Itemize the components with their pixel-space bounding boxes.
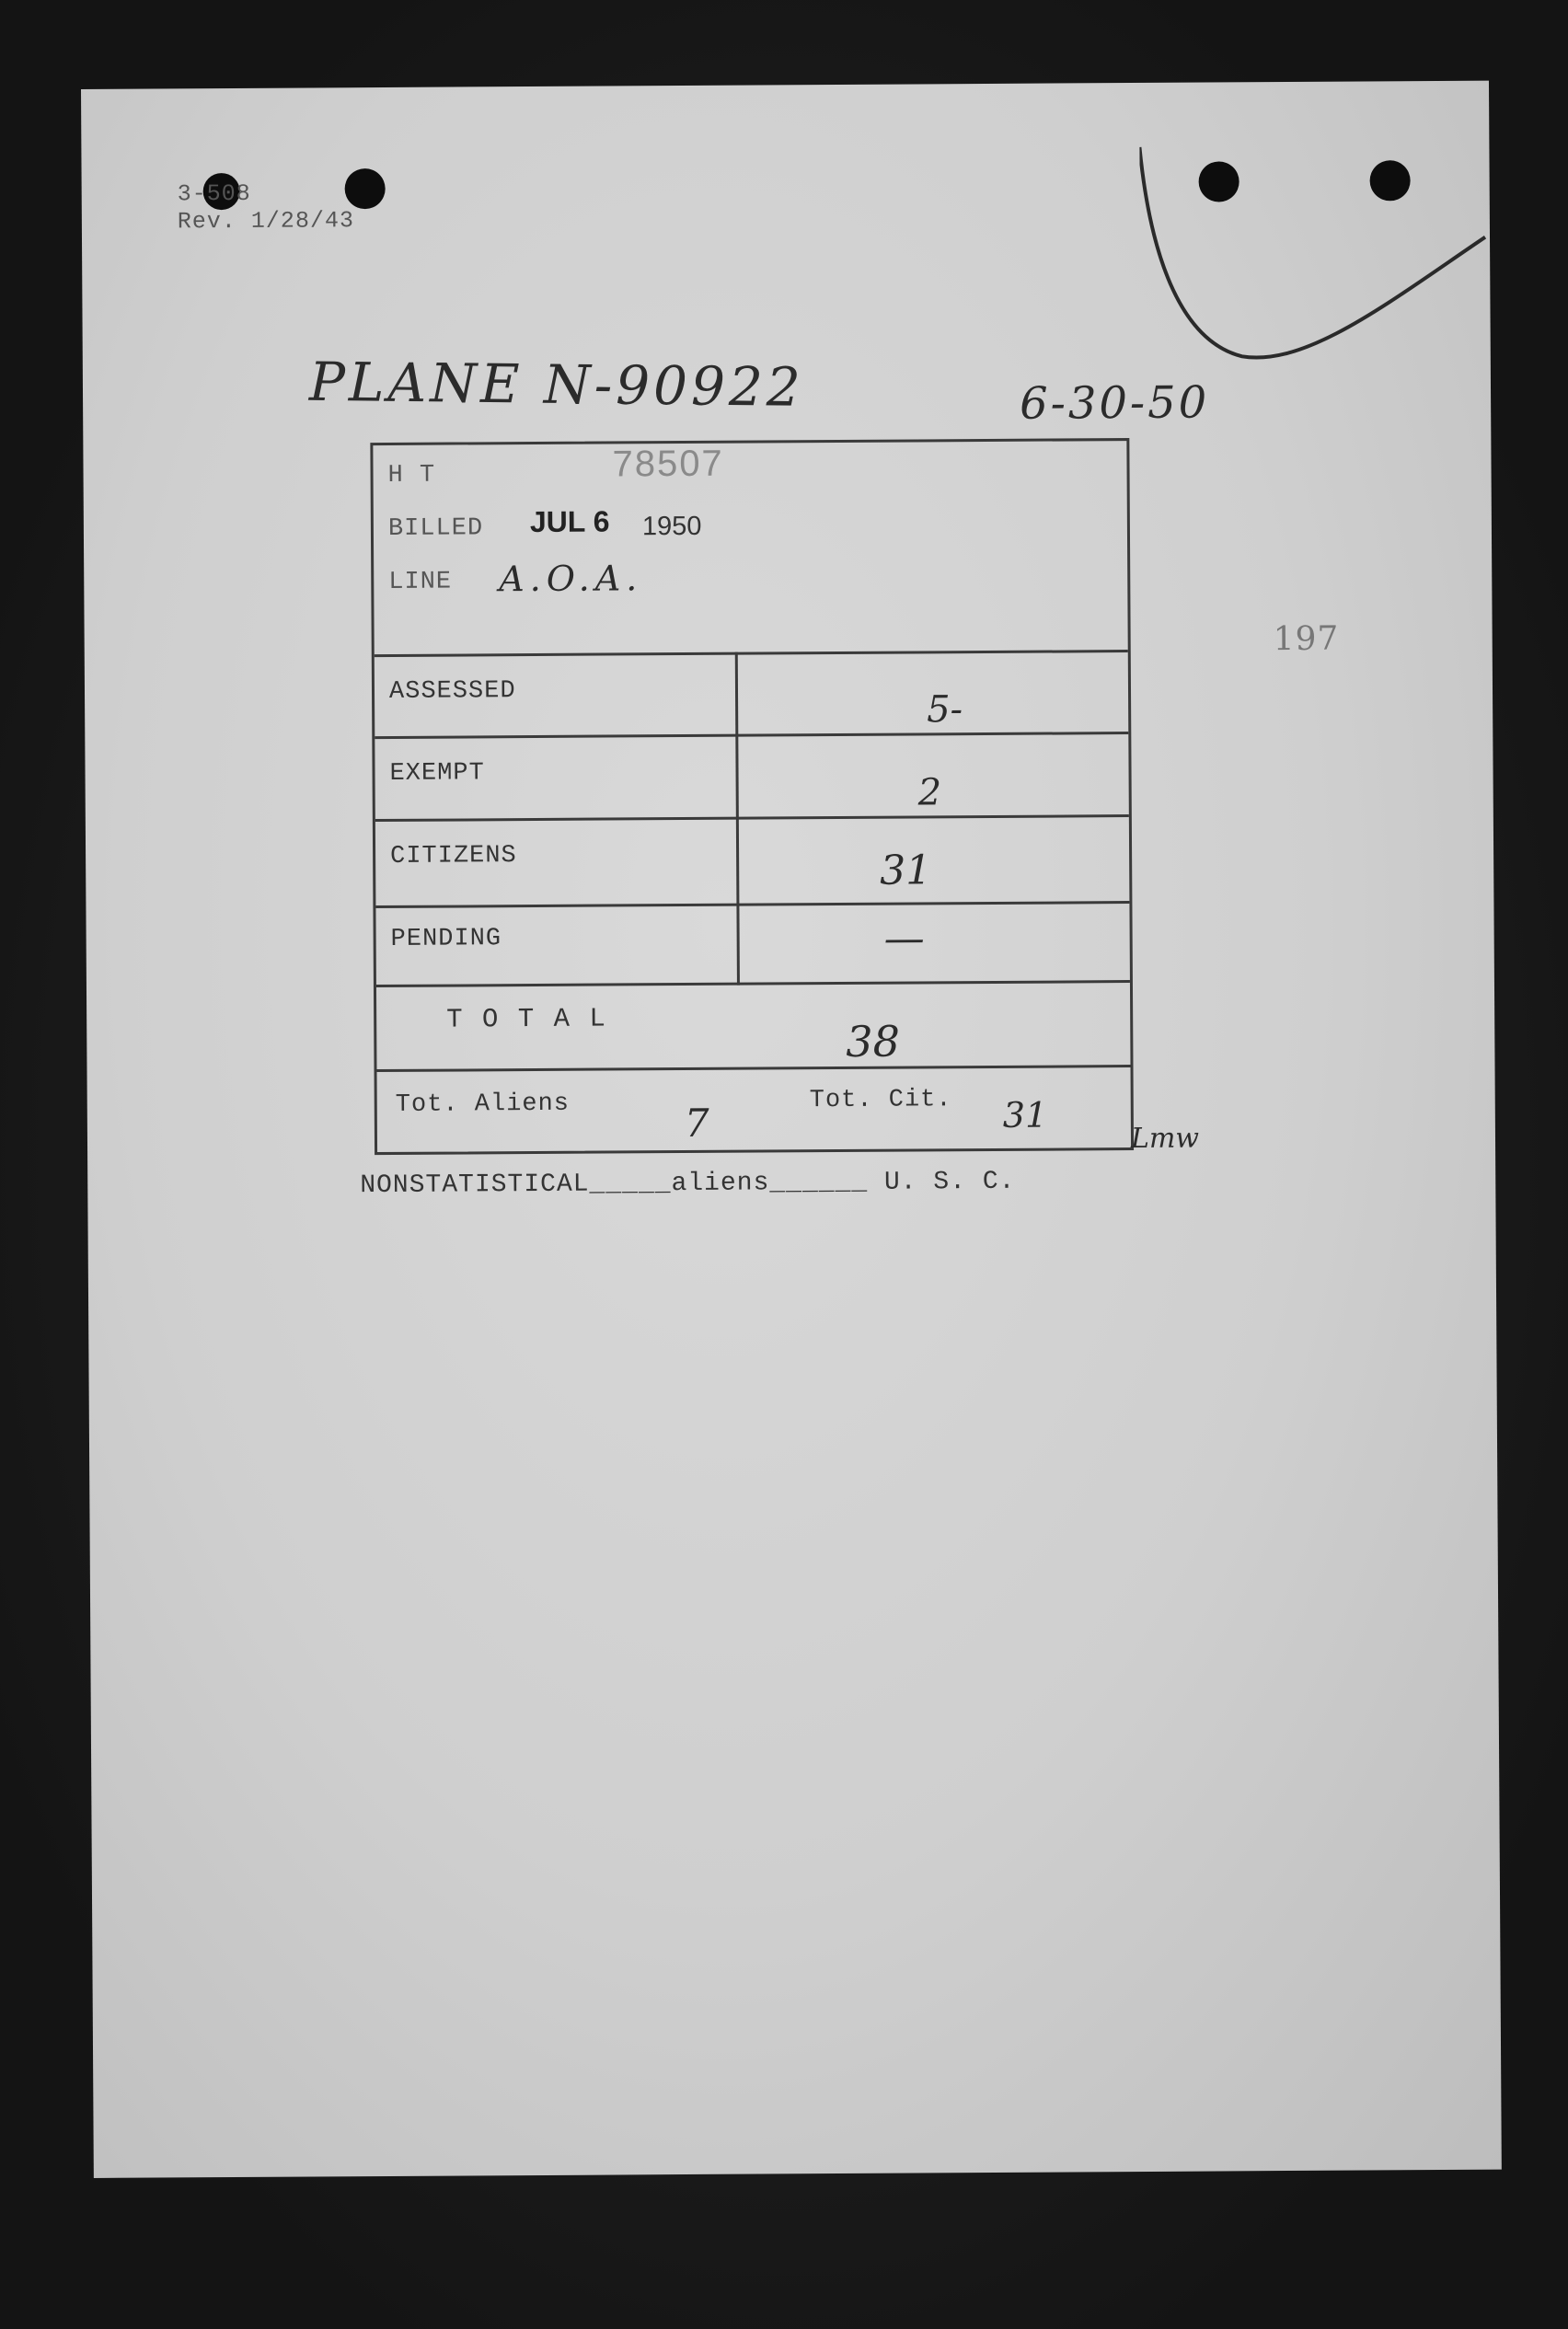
tot-cit-label: Tot. Cit.: [809, 1086, 952, 1115]
assessed-label: ASSESSED: [388, 677, 516, 706]
form-revision: Rev. 1/28/43: [177, 207, 354, 236]
pending-value: —: [883, 915, 925, 963]
tot-aliens-value: 7: [684, 1100, 709, 1147]
billed-label: BILLED: [387, 514, 484, 543]
tot-aliens-label: Tot. Aliens: [395, 1090, 571, 1119]
rule: [375, 650, 1128, 657]
form-number: 3-508: [177, 179, 251, 208]
ht-label: H T: [387, 461, 436, 490]
rule: [376, 980, 1130, 987]
assessed-value: 5-: [926, 688, 963, 732]
margin-number: 197: [1273, 619, 1340, 659]
exempt-value: 2: [917, 771, 942, 814]
rule: [377, 1065, 1131, 1072]
nonstatistical-line: NONSTATISTICAL_____aliens______ U. S. C.: [360, 1167, 1016, 1201]
total-label: T O T A L: [446, 1003, 607, 1035]
pending-label: PENDING: [390, 925, 502, 953]
total-value: 38: [846, 1016, 901, 1066]
tot-cit-value: 31: [1002, 1094, 1048, 1136]
exempt-label: EXEMPT: [389, 759, 485, 788]
billed-date-stamp: JUL 6: [529, 504, 610, 539]
citizens-value: 31: [880, 847, 932, 894]
rule: [375, 732, 1128, 739]
line-label: LINE: [388, 568, 453, 596]
form-table: [370, 438, 1134, 1155]
date-handwritten: 6-30-50: [1019, 376, 1210, 430]
pen-curve-mark: [1139, 136, 1491, 386]
line-value-handwritten: A.O.A.: [499, 558, 643, 600]
punch-hole-left-2: [345, 168, 386, 209]
billed-year-stamp: 1950: [641, 511, 702, 542]
clerk-initials: Lmw: [1130, 1122, 1200, 1156]
rule: [375, 901, 1129, 908]
citizens-label: CITIZENS: [390, 842, 517, 870]
ht-stamp-number: 78507: [612, 443, 724, 485]
form-page: [81, 81, 1502, 2178]
plane-number-handwritten: PLANE N-90922: [308, 350, 805, 419]
rule: [375, 814, 1129, 822]
